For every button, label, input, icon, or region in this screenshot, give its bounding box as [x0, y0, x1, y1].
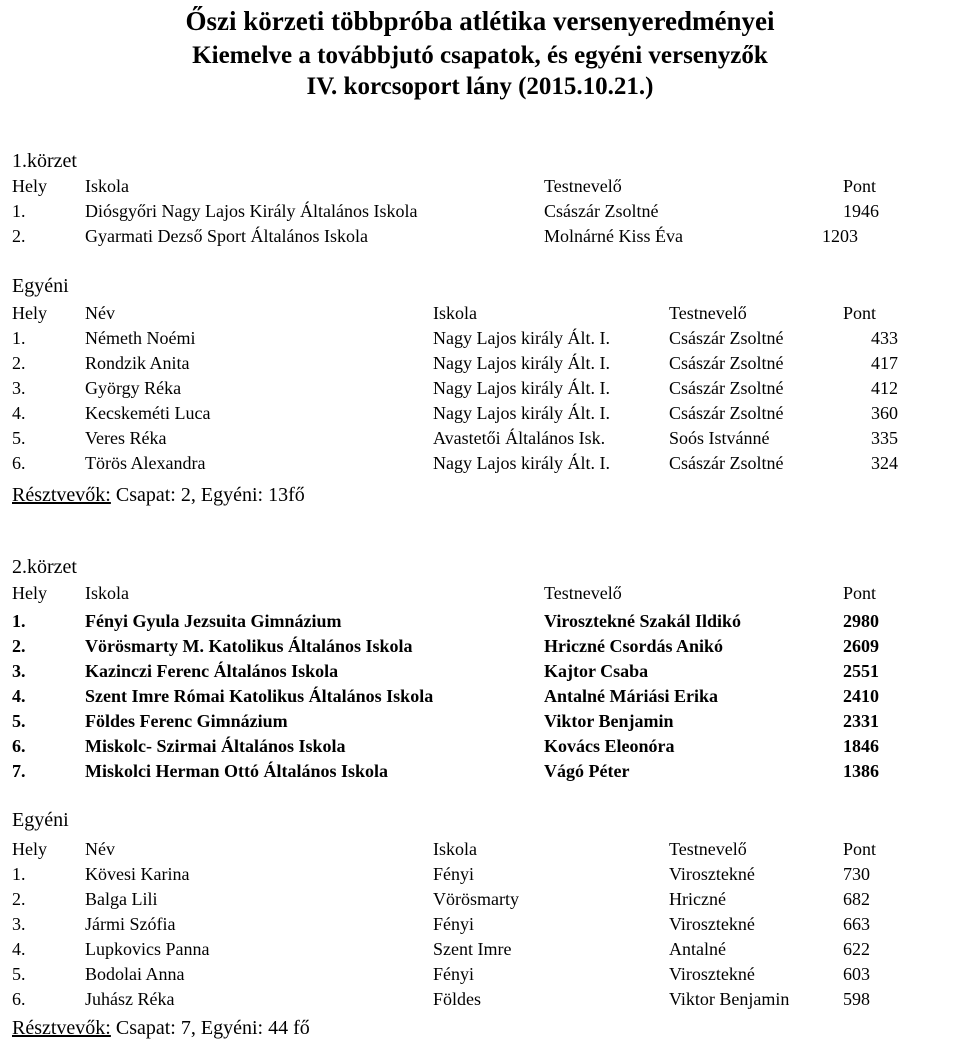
table-row — [12, 199, 952, 224]
team-place: 5. — [12, 711, 26, 731]
header-points: Pont — [843, 583, 877, 603]
team-school: Kazinczi Ferenc Általános Iskola — [85, 661, 339, 681]
header-teacher: Testnevelő — [544, 176, 622, 196]
header-school: Iskola — [433, 303, 477, 323]
ind-name: Lupkovics Panna — [85, 939, 210, 959]
ind-teacher: Viktor Benjamin — [669, 989, 790, 1009]
ind-points: 598 — [843, 989, 870, 1009]
team-teacher: Hriczné Csordás Anikó — [544, 636, 724, 656]
header-teacher: Testnevelő — [669, 839, 747, 859]
header-school: Iskola — [85, 583, 129, 603]
ind-teacher: Császár Zsoltné — [669, 378, 784, 398]
district2-ind-header-row — [12, 837, 952, 862]
header-place: Hely — [12, 839, 47, 859]
ind-school: Fényi — [433, 864, 475, 884]
table-row — [12, 734, 952, 759]
team-school: Fényi Gyula Jezsuita Gimnázium — [85, 611, 342, 631]
header-points: Pont — [843, 303, 877, 323]
team-points: 1203 — [822, 226, 858, 246]
ind-school: Avastetői Általános Isk. — [433, 428, 606, 448]
ind-school: Földes — [433, 989, 482, 1009]
team-school: Vörösmarty M. Katolikus Általános Iskola — [85, 636, 413, 656]
ind-name: Bodolai Anna — [85, 964, 185, 984]
ind-place: 5. — [12, 428, 26, 448]
ind-school: Nagy Lajos király Ált. I. — [433, 328, 610, 348]
ind-teacher: Soós Istvánné — [669, 428, 770, 448]
team-school: Miskolc- Szirmai Általános Iskola — [85, 736, 346, 756]
team-points: 1386 — [843, 761, 879, 781]
participants-label: Résztvevők: — [12, 1017, 111, 1039]
ind-points: 603 — [843, 964, 870, 984]
header-points: Pont — [843, 176, 877, 196]
ind-name: György Réka — [85, 378, 182, 398]
table-row — [12, 376, 952, 401]
ind-place: 3. — [12, 914, 26, 934]
header-teacher: Testnevelő — [544, 583, 622, 603]
team-teacher: Virosztekné Szakál Ildikó — [544, 611, 742, 631]
header-place: Hely — [12, 176, 47, 196]
team-points: 2331 — [843, 711, 879, 731]
table-row — [12, 659, 952, 684]
team-school: Miskolci Herman Ottó Általános Iskola — [85, 761, 389, 781]
team-place: 7. — [12, 761, 26, 781]
table-row — [12, 609, 952, 634]
ind-school: Nagy Lajos király Ált. I. — [433, 353, 610, 373]
ind-place: 2. — [12, 889, 26, 909]
participants-label: Résztvevők: — [12, 484, 111, 506]
team-teacher: Molnárné Kiss Éva — [544, 226, 683, 246]
ind-name: Németh Noémi — [85, 328, 196, 348]
district2-individual-heading: Egyéni — [12, 809, 69, 831]
ind-teacher: Antalné — [669, 939, 726, 959]
participants-value: Csapat: 2, Egyéni: 13fő — [110, 484, 305, 506]
header-name: Név — [85, 303, 115, 323]
ind-points: 730 — [843, 864, 870, 884]
table-row — [12, 401, 952, 426]
ind-teacher: Császár Zsoltné — [669, 353, 784, 373]
table-row — [12, 634, 952, 659]
table-row — [12, 351, 952, 376]
table-row — [12, 987, 952, 1012]
table-row — [12, 759, 952, 784]
ind-points: 324 — [871, 453, 898, 473]
table-row — [12, 451, 952, 476]
team-place: 4. — [12, 686, 26, 706]
table-row — [12, 962, 952, 987]
ind-points: 663 — [843, 914, 870, 934]
header-name: Név — [85, 839, 115, 859]
ind-name: Balga Lili — [85, 889, 158, 909]
ind-school: Fényi — [433, 964, 475, 984]
team-teacher: Császár Zsoltné — [544, 201, 659, 221]
header-place: Hely — [12, 303, 47, 323]
team-teacher: Vágó Péter — [544, 761, 630, 781]
table-row — [12, 684, 952, 709]
table-row — [12, 887, 952, 912]
ind-name: Juhász Réka — [85, 989, 175, 1009]
ind-place: 4. — [12, 939, 26, 959]
table-row — [12, 709, 952, 734]
ind-name: Jármi Szófia — [85, 914, 176, 934]
ind-name: Törös Alexandra — [85, 453, 206, 473]
ind-place: 1. — [12, 864, 26, 884]
ind-school: Nagy Lajos király Ált. I. — [433, 403, 610, 423]
header-teacher: Testnevelő — [669, 303, 747, 323]
ind-place: 5. — [12, 964, 26, 984]
table-row — [12, 912, 952, 937]
ind-points: 360 — [871, 403, 898, 423]
ind-points: 682 — [843, 889, 870, 909]
ind-teacher: Hriczné — [669, 889, 726, 909]
ind-place: 2. — [12, 353, 26, 373]
ind-teacher: Császár Zsoltné — [669, 328, 784, 348]
ind-teacher: Virosztekné — [669, 914, 755, 934]
ind-points: 412 — [871, 378, 898, 398]
participants-value: Csapat: 7, Egyéni: 44 fő — [110, 1017, 310, 1039]
district1-individual-heading: Egyéni — [12, 275, 69, 297]
ind-name: Kecskeméti Luca — [85, 403, 211, 423]
header-school: Iskola — [433, 839, 477, 859]
ind-points: 622 — [843, 939, 870, 959]
team-teacher: Antalné Máriási Erika — [544, 686, 718, 706]
table-row — [12, 937, 952, 962]
team-place: 2. — [12, 226, 26, 246]
team-school: Földes Ferenc Gimnázium — [85, 711, 288, 731]
district1-heading: 1.körzet — [12, 150, 77, 172]
team-points: 1846 — [843, 736, 879, 756]
ind-teacher: Császár Zsoltné — [669, 403, 784, 423]
ind-place: 1. — [12, 328, 26, 348]
district1-participants — [12, 483, 305, 508]
team-place: 6. — [12, 736, 26, 756]
document-category: IV. korcsoport lány (2015.10.21.) — [306, 73, 654, 100]
document-title: Őszi körzeti többpróba atlétika versenyeredményei — [185, 6, 775, 36]
ind-school: Fényi — [433, 914, 475, 934]
team-place: 2. — [12, 636, 26, 656]
ind-teacher: Császár Zsoltné — [669, 453, 784, 473]
header-school: Iskola — [85, 176, 129, 196]
district1-ind-header-row — [12, 301, 952, 326]
ind-points: 433 — [871, 328, 898, 348]
ind-name: Veres Réka — [85, 428, 167, 448]
team-points: 1946 — [843, 201, 879, 221]
team-teacher: Kovács Eleonóra — [544, 736, 675, 756]
team-points: 2410 — [843, 686, 879, 706]
table-row — [12, 426, 952, 451]
ind-points: 417 — [871, 353, 898, 373]
district1-team-header-row — [12, 174, 952, 199]
ind-school: Szent Imre — [433, 939, 512, 959]
ind-place: 6. — [12, 453, 26, 473]
team-school: Gyarmati Dezső Sport Általános Iskola — [85, 226, 368, 246]
team-points: 2609 — [843, 636, 879, 656]
ind-teacher: Virosztekné — [669, 864, 755, 884]
header-points: Pont — [843, 839, 877, 859]
district2-heading: 2.körzet — [12, 556, 77, 578]
team-teacher: Viktor Benjamin — [544, 711, 674, 731]
document-subtitle: Kiemelve a továbbjutó csapatok, és egyéni versenyzők — [192, 42, 768, 69]
team-place: 1. — [12, 201, 26, 221]
ind-school: Vörösmarty — [433, 889, 519, 909]
district2-participants — [12, 1016, 310, 1041]
table-row — [12, 224, 952, 249]
team-place: 3. — [12, 661, 26, 681]
team-school: Szent Imre Római Katolikus Általános Iskola — [85, 686, 434, 706]
ind-name: Rondzik Anita — [85, 353, 190, 373]
team-points: 2551 — [843, 661, 879, 681]
ind-points: 335 — [871, 428, 898, 448]
ind-school: Nagy Lajos király Ált. I. — [433, 453, 610, 473]
team-teacher: Kajtor Csaba — [544, 661, 649, 681]
team-points: 2980 — [843, 611, 879, 631]
ind-name: Kövesi Karina — [85, 864, 190, 884]
team-place: 1. — [12, 611, 26, 631]
ind-place: 4. — [12, 403, 26, 423]
table-row — [12, 326, 952, 351]
header-place: Hely — [12, 583, 47, 603]
ind-school: Nagy Lajos király Ált. I. — [433, 378, 610, 398]
team-school: Diósgyőri Nagy Lajos Király Általános Iskola — [85, 201, 418, 221]
table-row — [12, 862, 952, 887]
ind-teacher: Virosztekné — [669, 964, 755, 984]
district2-team-header-row — [12, 581, 952, 606]
ind-place: 6. — [12, 989, 26, 1009]
ind-place: 3. — [12, 378, 26, 398]
